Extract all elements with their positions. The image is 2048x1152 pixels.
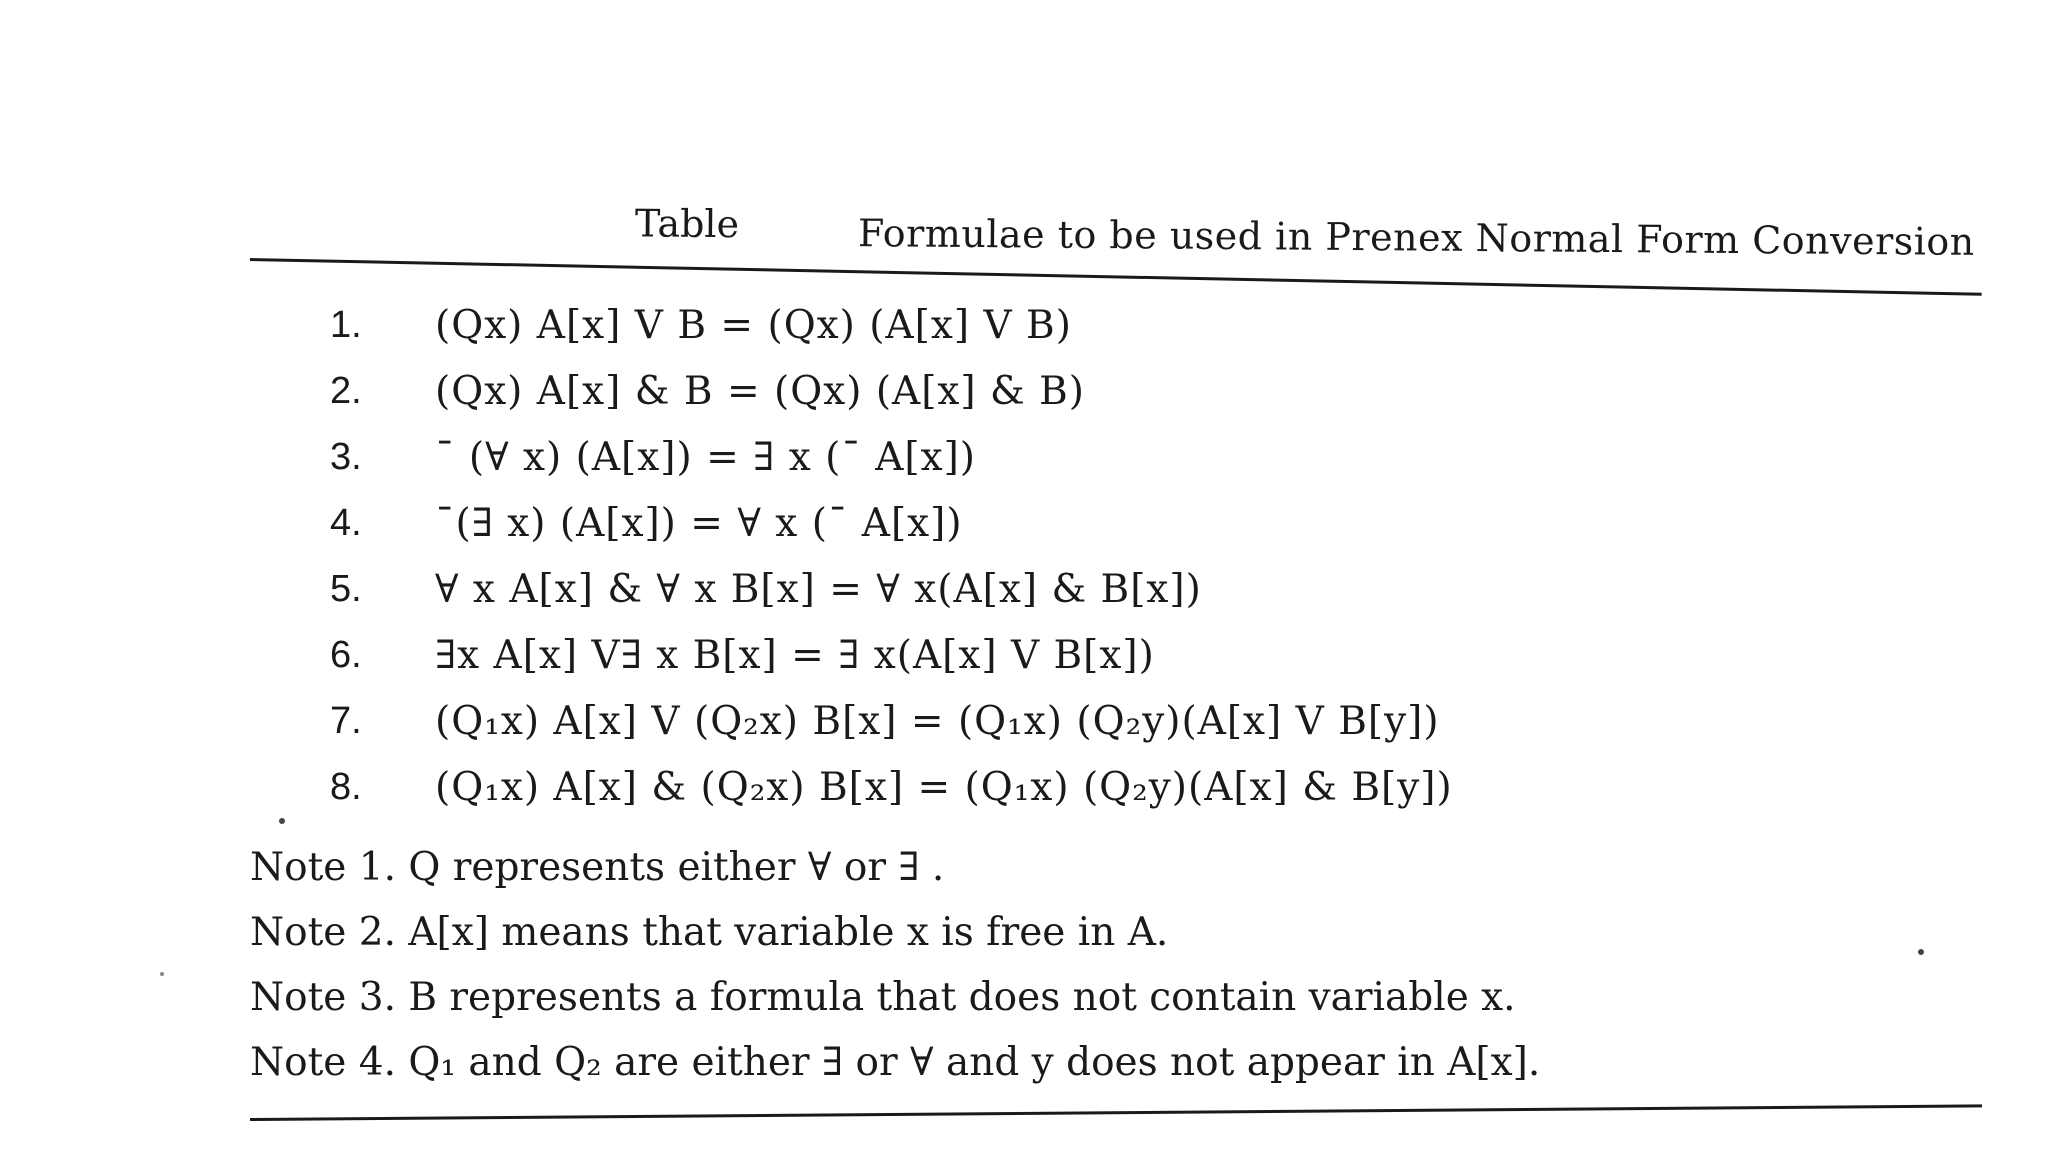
note-4: Note 4. Q₁ and Q₂ are either ∃ or ∀ and y does not appear in A[x]. <box>250 1040 1541 1085</box>
formula-expression: ¯(∃ x) (A[x]) = ∀ x (¯ A[x]) <box>435 500 963 546</box>
formula-expression: (Qx) A[x] & B = (Qx) (A[x] & B) <box>435 368 1086 414</box>
formula-expression: (Q₁x) A[x] & (Q₂x) B[x] = (Q₁x) (Q₂y)(A[x] & B[y]) <box>435 764 1453 810</box>
note-1: Note 1. Q represents either ∀ or ∃ . <box>250 845 945 890</box>
formula-row <box>330 358 1830 424</box>
formula-number: 7. <box>330 699 362 742</box>
note-2: Note 2. A[x] means that variable x is free in A. <box>250 910 1169 955</box>
formula-expression: ∃x A[x] V∃ x B[x] = ∃ x(A[x] V B[x]) <box>435 632 1155 678</box>
formula-row <box>330 490 1830 556</box>
formula-list <box>330 292 1830 820</box>
formula-number: 8. <box>330 765 362 808</box>
formula-expression: (Q₁x) A[x] V (Q₂x) B[x] = (Q₁x) (Q₂y)(A[x] V B[y]) <box>435 698 1440 744</box>
formula-row <box>330 556 1830 622</box>
formula-row <box>330 622 1830 688</box>
formula-expression: (Qx) A[x] V B = (Qx) (A[x] V B) <box>435 302 1072 348</box>
table-label: Table <box>634 201 740 247</box>
formula-number: 4. <box>330 501 362 544</box>
table-caption <box>0 196 2048 262</box>
notes-list <box>250 835 1950 1095</box>
bottom-rule <box>250 1104 1982 1121</box>
formula-number: 5. <box>330 567 362 610</box>
table-title: Formulae to be used in Prenex Normal Form Conversion <box>857 211 1975 264</box>
formula-expression: ¯ (∀ x) (A[x]) = ∃ x (¯ A[x]) <box>435 434 977 480</box>
formula-row <box>330 754 1830 820</box>
note-3: Note 3. B represents a formula that does not contain variable x. <box>250 975 1516 1020</box>
scan-speck <box>279 818 285 824</box>
formula-number: 1. <box>330 303 362 346</box>
formula-number: 6. <box>330 633 362 676</box>
formula-number: 2. <box>330 369 362 412</box>
formula-expression: ∀ x A[x] & ∀ x B[x] = ∀ x(A[x] & B[x]) <box>435 566 1202 612</box>
formula-number: 3. <box>330 435 362 478</box>
scan-speck <box>160 972 164 976</box>
formula-row <box>330 424 1830 490</box>
scan-speck <box>1918 949 1924 955</box>
formula-row <box>330 688 1830 754</box>
formula-row <box>330 292 1830 358</box>
top-rule <box>250 258 1982 296</box>
